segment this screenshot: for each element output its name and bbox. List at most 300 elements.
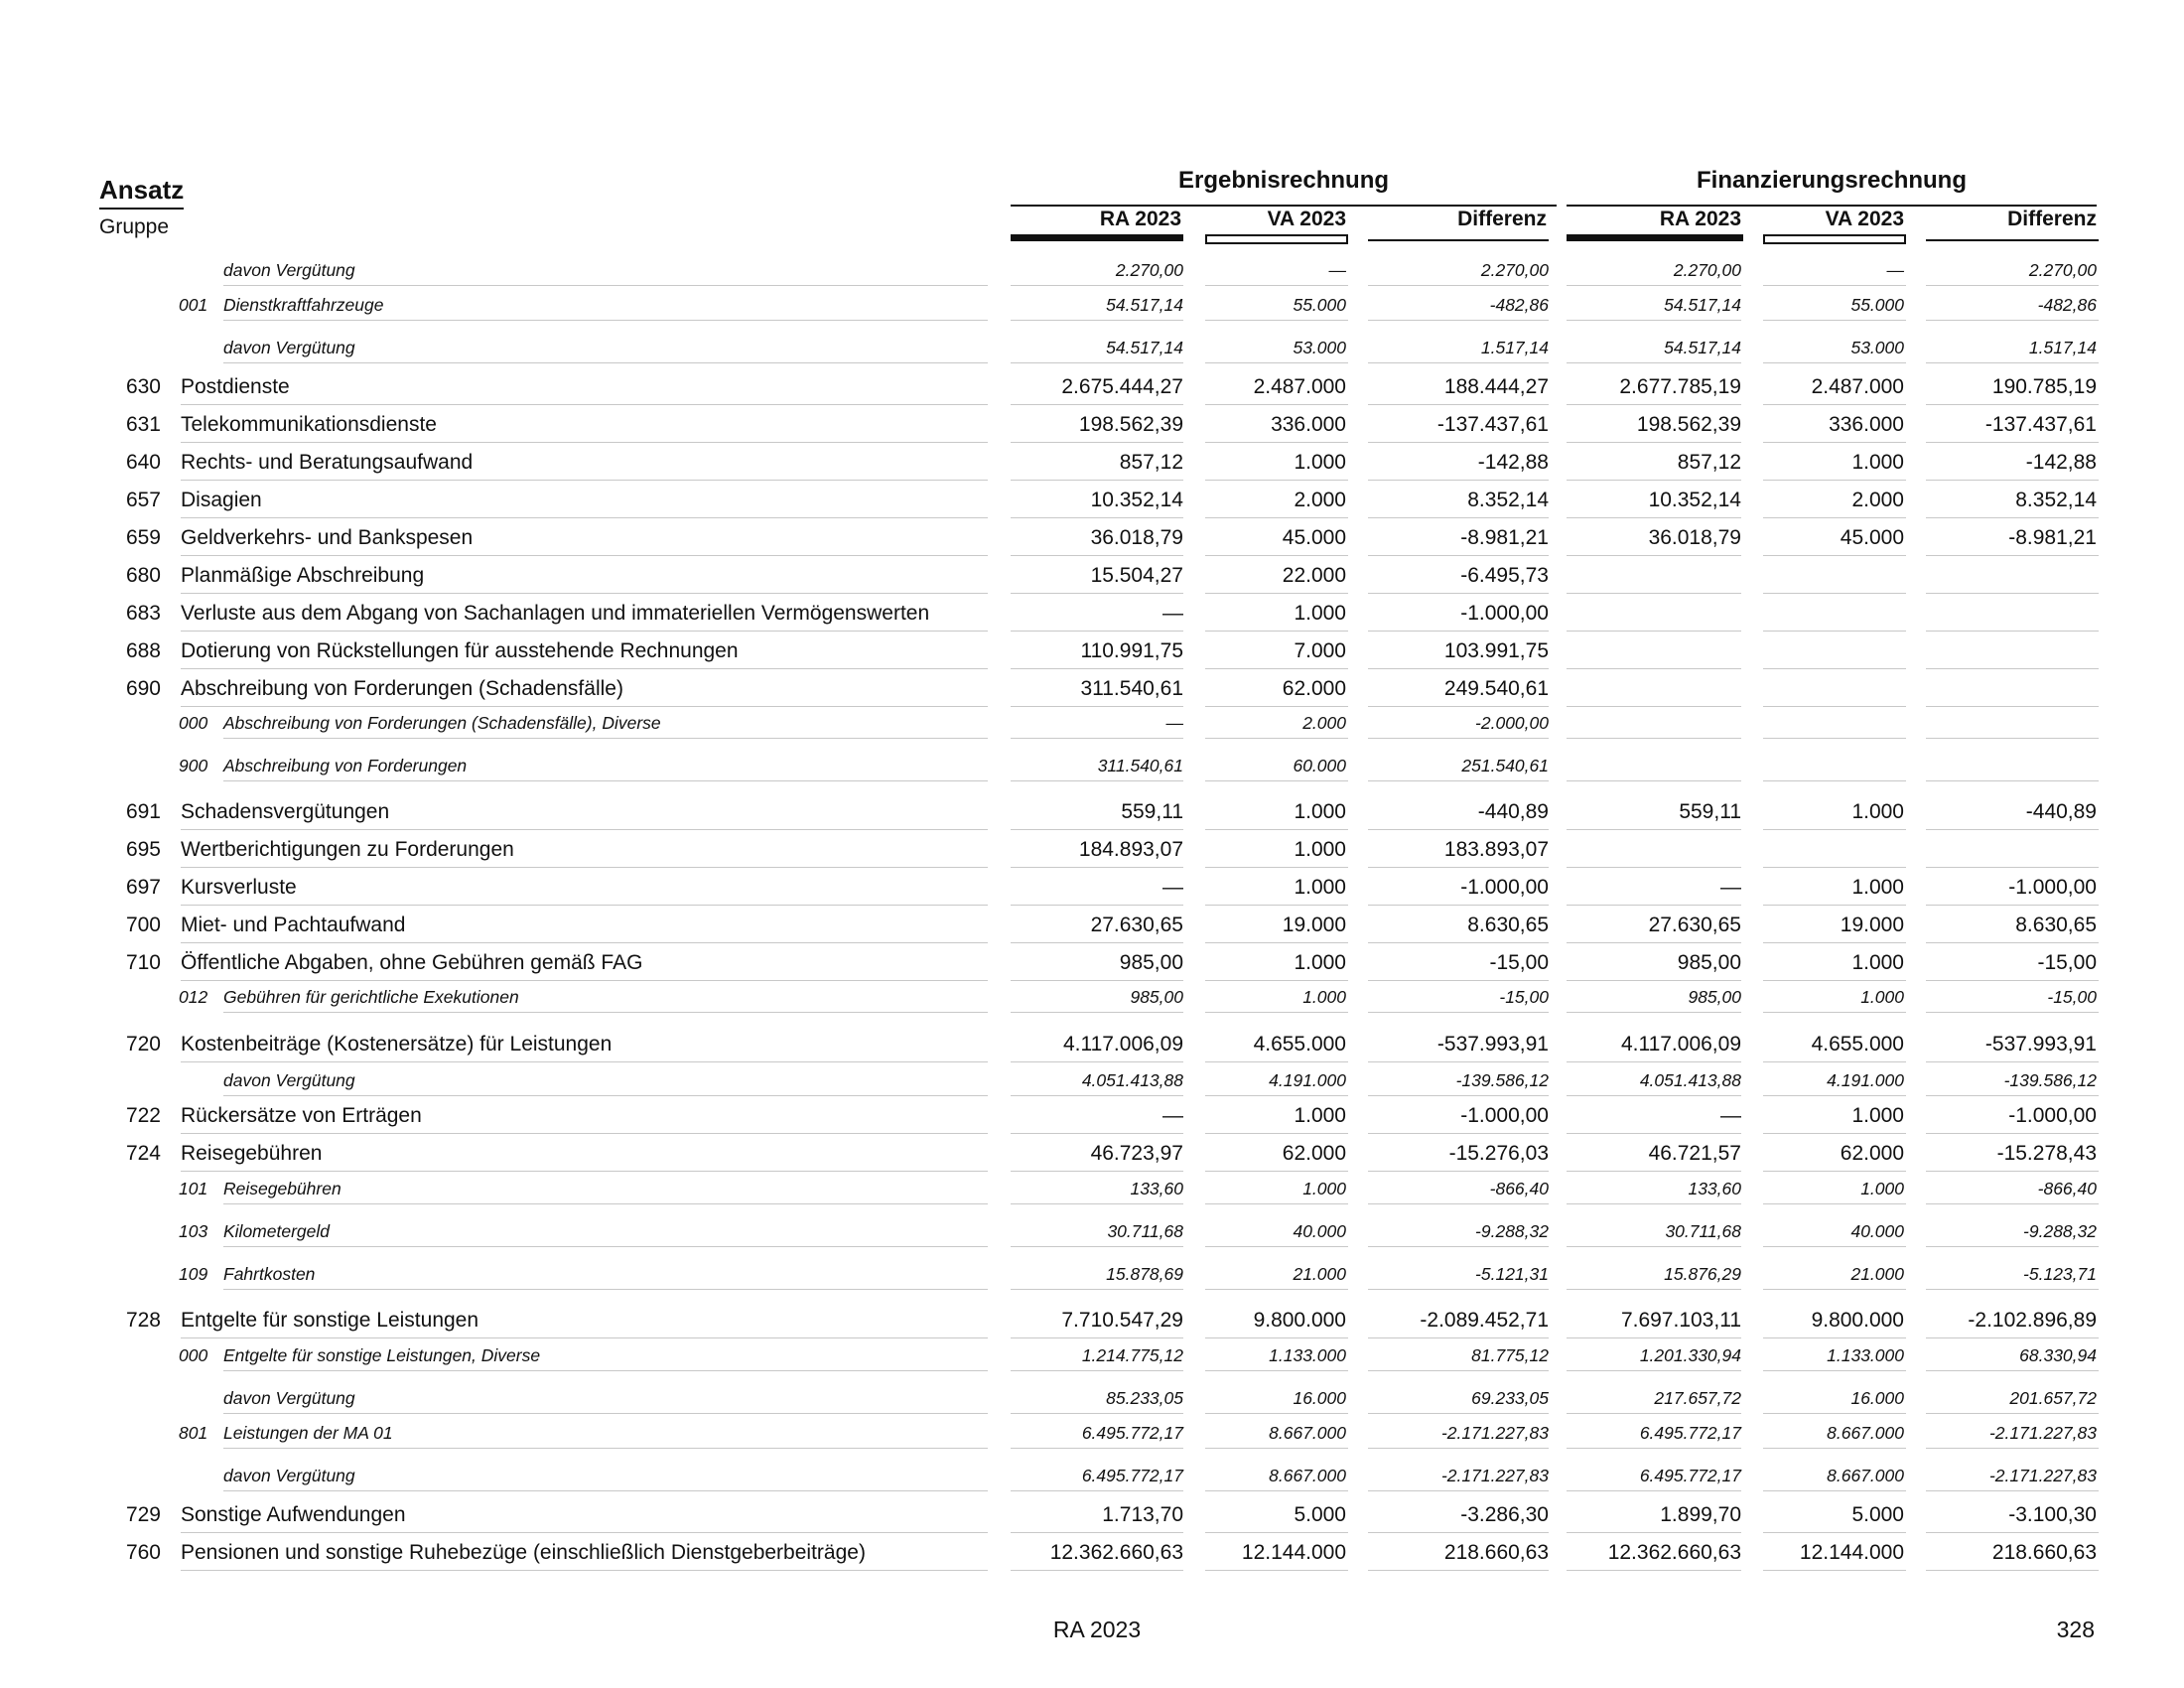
cell-rule	[1567, 517, 1741, 518]
cell-rule	[1926, 1413, 2099, 1414]
row-value: 81.775,12	[1471, 1345, 1549, 1365]
row-label: davon Vergütung	[223, 260, 355, 280]
cell-rule	[1567, 1490, 1741, 1491]
cell-rule	[1763, 404, 1906, 405]
cell-rule	[1763, 362, 1906, 363]
cell-rule	[1763, 942, 1906, 943]
row-label: Reisegebühren	[181, 1142, 323, 1165]
row-value: 311.540,61	[1097, 756, 1183, 775]
row-value: 8.630,65	[2015, 914, 2097, 936]
row-value: -440,89	[1477, 800, 1549, 823]
cell-rule	[1926, 1337, 2099, 1338]
row-label: Abschreibung von Forderungen (Schadensfälle), Diverse	[223, 713, 661, 733]
group-title-finanzierungsrechnung: Finanzierungsrechnung	[1696, 167, 1967, 194]
row-value: 133,60	[1130, 1179, 1183, 1198]
row-value: 22.000	[1282, 564, 1346, 587]
cell-rule	[1368, 593, 1549, 594]
row-value: —	[1720, 1104, 1741, 1127]
row-value: -440,89	[2025, 800, 2097, 823]
row-value: -2.171.227,83	[1440, 1466, 1549, 1485]
row-code: 103	[179, 1221, 208, 1241]
cell-rule	[1567, 1203, 1741, 1204]
row-value: 36.018,79	[1090, 526, 1183, 549]
row-label: Planmäßige Abschreibung	[181, 564, 425, 587]
cell-rule	[1926, 1570, 2099, 1571]
cell-rule	[1567, 404, 1741, 405]
page-number: 328	[2056, 1617, 2095, 1642]
col-bar-finanz-diff	[1926, 239, 2099, 241]
cell-rule	[1011, 442, 1183, 443]
row-value: —	[1162, 602, 1183, 625]
cell-rule	[1368, 1246, 1549, 1247]
row-label: Postdienste	[181, 375, 290, 398]
row-value: -1.000,00	[1460, 876, 1549, 899]
cell-rule	[1567, 320, 1741, 321]
cell-rule	[1011, 668, 1183, 669]
cell-rule	[1763, 1171, 1906, 1172]
row-value: 985,00	[1677, 951, 1741, 974]
row-value: 2.270,00	[2028, 260, 2097, 280]
row-value: -3.100,30	[2008, 1503, 2097, 1526]
row-value: -142,88	[2025, 451, 2097, 474]
row-value: 2.675.444,27	[1061, 375, 1183, 398]
row-value: -2.171.227,83	[1988, 1466, 2097, 1485]
cell-rule	[1368, 1095, 1549, 1096]
cell-rule	[1926, 320, 2099, 321]
cell-rule	[1763, 631, 1906, 632]
cell-rule	[1763, 1012, 1906, 1013]
row-rule	[223, 1413, 988, 1414]
row-value: 21.000	[1293, 1264, 1346, 1284]
row-value: 55.000	[1293, 295, 1346, 315]
col-head-ergebnis-diff: Differenz	[1457, 208, 1547, 230]
row-value: -5.123,71	[2023, 1264, 2097, 1284]
cell-rule	[1926, 285, 2099, 286]
cell-rule	[1205, 1337, 1348, 1338]
cell-rule	[1368, 517, 1549, 518]
cell-rule	[1011, 1171, 1183, 1172]
row-code: 690	[125, 677, 161, 700]
row-value: —	[1165, 713, 1183, 733]
row-value: 559,11	[1679, 800, 1741, 823]
cell-rule	[1567, 1246, 1741, 1247]
row-value: 336.000	[1829, 413, 1904, 436]
cell-rule	[1205, 1203, 1348, 1204]
row-value: 2.000	[1851, 489, 1904, 511]
row-value: 2.677.785,19	[1619, 375, 1741, 398]
cell-rule	[1205, 1095, 1348, 1096]
cell-rule	[1205, 555, 1348, 556]
row-value: -15,00	[1489, 951, 1549, 974]
cell-rule	[1368, 1370, 1549, 1371]
cell-rule	[1368, 1532, 1549, 1533]
cell-rule	[1926, 555, 2099, 556]
row-value: 1.133.000	[1827, 1345, 1904, 1365]
cell-rule	[1926, 593, 2099, 594]
cell-rule	[1368, 442, 1549, 443]
row-label: Rechts- und Beratungsaufwand	[181, 451, 474, 474]
row-value: -15.276,03	[1448, 1142, 1549, 1165]
cell-rule	[1926, 1246, 2099, 1247]
row-value: 6.495.772,17	[1081, 1423, 1183, 1443]
cell-rule	[1926, 1532, 2099, 1533]
cell-rule	[1205, 905, 1348, 906]
cell-rule	[1567, 480, 1741, 481]
cell-rule	[1567, 829, 1741, 830]
row-value: 857,12	[1677, 451, 1741, 474]
cell-rule	[1763, 1246, 1906, 1247]
row-value: —	[1162, 1104, 1183, 1127]
cell-rule	[1763, 480, 1906, 481]
row-code: 101	[179, 1179, 208, 1198]
cell-rule	[1368, 1413, 1549, 1414]
row-rule	[223, 362, 988, 363]
row-value: 1.214.775,12	[1081, 1345, 1183, 1365]
row-value: 54.517,14	[1664, 295, 1741, 315]
cell-rule	[1011, 480, 1183, 481]
row-value: 4.117.006,09	[1620, 1033, 1741, 1055]
cell-rule	[1205, 780, 1348, 781]
row-value: -2.102.896,89	[1968, 1309, 2097, 1332]
cell-rule	[1567, 780, 1741, 781]
row-value: -866,40	[1489, 1179, 1549, 1198]
row-value: 1.133.000	[1269, 1345, 1346, 1365]
cell-rule	[1763, 442, 1906, 443]
cell-rule	[1011, 1532, 1183, 1533]
row-value: 8.667.000	[1269, 1466, 1346, 1485]
row-value: -139.586,12	[2003, 1070, 2097, 1090]
cell-rule	[1205, 1413, 1348, 1414]
row-rule	[181, 706, 988, 707]
row-code: 697	[125, 876, 161, 899]
cell-rule	[1926, 780, 2099, 781]
cell-rule	[1205, 517, 1348, 518]
cell-rule	[1368, 829, 1549, 830]
row-value: 9.800.000	[1253, 1309, 1346, 1332]
row-value: 10.352,14	[1090, 489, 1183, 511]
row-value: 85.233,05	[1106, 1388, 1183, 1408]
cell-rule	[1926, 1490, 2099, 1491]
row-rule	[223, 1448, 988, 1449]
cell-rule	[1567, 1337, 1741, 1338]
row-value: —	[1328, 260, 1346, 280]
row-value: 6.495.772,17	[1639, 1423, 1741, 1443]
row-value: -2.171.227,83	[1988, 1423, 2097, 1443]
cell-rule	[1205, 631, 1348, 632]
cell-rule	[1926, 1133, 2099, 1134]
cell-rule	[1567, 555, 1741, 556]
cell-rule	[1368, 285, 1549, 286]
cell-rule	[1205, 1570, 1348, 1571]
row-value: 336.000	[1271, 413, 1346, 436]
ansatz-header: Ansatz	[99, 175, 184, 210]
cell-rule	[1368, 1012, 1549, 1013]
row-code: 710	[125, 951, 161, 974]
row-value: 1.000	[1294, 951, 1346, 974]
row-value: 46.721,57	[1648, 1142, 1741, 1165]
row-code: 000	[179, 713, 208, 733]
row-value: 6.495.772,17	[1081, 1466, 1183, 1485]
cell-rule	[1763, 980, 1906, 981]
row-label: Entgelte für sonstige Leistungen, Diverse	[223, 1345, 541, 1365]
row-value: 201.657,72	[2009, 1388, 2097, 1408]
row-rule	[181, 1532, 988, 1533]
cell-rule	[1205, 1370, 1348, 1371]
cell-rule	[1763, 1337, 1906, 1338]
row-code: 001	[179, 295, 208, 315]
cell-rule	[1368, 631, 1549, 632]
cell-rule	[1763, 1095, 1906, 1096]
row-rule	[181, 867, 988, 868]
cell-rule	[1368, 1133, 1549, 1134]
row-value: 559,11	[1121, 800, 1183, 823]
cell-rule	[1926, 829, 2099, 830]
cell-rule	[1567, 1370, 1741, 1371]
row-value: 60.000	[1293, 756, 1346, 775]
row-rule	[223, 1246, 988, 1247]
cell-rule	[1763, 1448, 1906, 1449]
cell-rule	[1011, 404, 1183, 405]
row-value: —	[1886, 260, 1904, 280]
row-value: 1.000	[1294, 876, 1346, 899]
row-value: -15,00	[2047, 987, 2097, 1007]
row-value: 183.893,07	[1443, 838, 1549, 861]
row-value: 46.723,97	[1090, 1142, 1183, 1165]
cell-rule	[1205, 867, 1348, 868]
cell-rule	[1926, 1012, 2099, 1013]
row-value: 4.117.006,09	[1062, 1033, 1183, 1055]
row-value: 1.000	[1860, 1179, 1904, 1198]
cell-rule	[1763, 285, 1906, 286]
cell-rule	[1368, 738, 1549, 739]
col-bar-ergebnis-diff	[1368, 239, 1549, 241]
cell-rule	[1926, 905, 2099, 906]
row-value: 68.330,94	[2019, 1345, 2097, 1365]
row-value: 7.710.547,29	[1061, 1309, 1183, 1332]
row-value: 8.667.000	[1827, 1423, 1904, 1443]
cell-rule	[1567, 1171, 1741, 1172]
cell-rule	[1567, 1133, 1741, 1134]
row-value: 4.655.000	[1253, 1033, 1346, 1055]
row-value: 12.144.000	[1241, 1541, 1346, 1564]
row-value: 8.630,65	[1467, 914, 1549, 936]
row-value: 218.660,63	[1991, 1541, 2097, 1564]
row-value: 5.000	[1851, 1503, 1904, 1526]
cell-rule	[1926, 631, 2099, 632]
row-code: 801	[179, 1423, 208, 1443]
cell-rule	[1368, 362, 1549, 363]
row-code: 728	[125, 1309, 161, 1332]
cell-rule	[1567, 1061, 1741, 1062]
cell-rule	[1368, 1490, 1549, 1491]
row-rule	[181, 905, 988, 906]
row-rule	[181, 1061, 988, 1062]
cell-rule	[1368, 980, 1549, 981]
row-label: Sonstige Aufwendungen	[181, 1503, 406, 1526]
cell-rule	[1011, 1012, 1183, 1013]
cell-rule	[1205, 1490, 1348, 1491]
cell-rule	[1763, 1570, 1906, 1571]
row-value: 15.878,69	[1106, 1264, 1183, 1284]
row-value: 55.000	[1850, 295, 1904, 315]
cell-rule	[1011, 1370, 1183, 1371]
row-value: 2.000	[1294, 489, 1346, 511]
cell-rule	[1926, 942, 2099, 943]
row-label: davon Vergütung	[223, 1388, 355, 1408]
row-label: Abschreibung von Forderungen	[223, 756, 468, 775]
row-value: 62.000	[1840, 1142, 1904, 1165]
row-value: 5.000	[1294, 1503, 1346, 1526]
col-head-finanz-ra: RA 2023	[1659, 208, 1741, 230]
cell-rule	[1926, 1370, 2099, 1371]
row-rule	[223, 1203, 988, 1204]
cell-rule	[1763, 905, 1906, 906]
row-label: Kursverluste	[181, 876, 297, 899]
cell-rule	[1567, 1413, 1741, 1414]
row-value: 2.487.000	[1811, 375, 1904, 398]
cell-rule	[1205, 1246, 1348, 1247]
row-value: 45.000	[1282, 526, 1346, 549]
cell-rule	[1011, 631, 1183, 632]
row-value: 133,60	[1688, 1179, 1741, 1198]
cell-rule	[1011, 780, 1183, 781]
row-code: 700	[125, 914, 161, 936]
row-value: 27.630,65	[1648, 914, 1741, 936]
row-value: 1.000	[1294, 800, 1346, 823]
row-code: 691	[125, 800, 161, 823]
row-rule	[181, 593, 988, 594]
row-value: 30.711,68	[1665, 1221, 1741, 1241]
row-value: 1.000	[1294, 451, 1346, 474]
row-value: 12.362.660,63	[1049, 1541, 1183, 1564]
row-label: davon Vergütung	[223, 338, 355, 357]
row-value: 2.270,00	[1115, 260, 1183, 280]
row-value: 12.144.000	[1799, 1541, 1904, 1564]
row-code: 640	[125, 451, 161, 474]
row-value: 218.660,63	[1443, 1541, 1549, 1564]
row-value: 1.000	[1851, 951, 1904, 974]
row-code: 683	[125, 602, 161, 625]
cell-rule	[1368, 555, 1549, 556]
cell-rule	[1011, 867, 1183, 868]
row-value: 198.562,39	[1078, 413, 1183, 436]
cell-rule	[1368, 320, 1549, 321]
cell-rule	[1763, 555, 1906, 556]
cell-rule	[1567, 362, 1741, 363]
row-rule	[223, 1490, 988, 1491]
cell-rule	[1205, 980, 1348, 981]
row-value: -2.000,00	[1475, 713, 1549, 733]
row-value: 1.000	[1302, 987, 1346, 1007]
cell-rule	[1763, 1413, 1906, 1414]
cell-rule	[1926, 1061, 2099, 1062]
cell-rule	[1205, 1289, 1348, 1290]
row-value: -482,86	[2037, 295, 2097, 315]
row-code: 900	[179, 756, 208, 775]
cell-rule	[1567, 980, 1741, 981]
row-label: Leistungen der MA 01	[223, 1423, 393, 1443]
row-value: 4.191.000	[1269, 1070, 1346, 1090]
row-code: 724	[125, 1142, 161, 1165]
row-value: 1.000	[1851, 876, 1904, 899]
cell-rule	[1011, 320, 1183, 321]
row-value: 12.362.660,63	[1607, 1541, 1741, 1564]
row-value: 1.000	[1294, 838, 1346, 861]
col-bar-finanz-ra	[1567, 234, 1743, 241]
row-value: 16.000	[1850, 1388, 1904, 1408]
cell-rule	[1926, 362, 2099, 363]
row-rule	[181, 631, 988, 632]
row-value: 54.517,14	[1106, 338, 1183, 357]
row-value: -1.000,00	[1460, 1104, 1549, 1127]
row-value: -9.288,32	[2023, 1221, 2097, 1241]
row-rule	[181, 1133, 988, 1134]
row-value: 8.667.000	[1827, 1466, 1904, 1485]
row-rule	[223, 285, 988, 286]
col-head-finanz-va: VA 2023	[1825, 208, 1904, 230]
cell-rule	[1205, 442, 1348, 443]
row-value: 2.000	[1302, 713, 1346, 733]
row-value: 4.051.413,88	[1081, 1070, 1183, 1090]
row-value: 15.504,27	[1090, 564, 1183, 587]
row-rule	[223, 320, 988, 321]
row-value: 1.517,14	[2028, 338, 2097, 357]
row-rule	[181, 668, 988, 669]
cell-rule	[1926, 1203, 2099, 1204]
cell-rule	[1926, 1095, 2099, 1096]
row-value: 103.991,75	[1443, 639, 1549, 662]
row-code: 680	[125, 564, 161, 587]
row-value: -137.437,61	[1984, 413, 2097, 436]
cell-rule	[1926, 517, 2099, 518]
row-value: 2.270,00	[1673, 260, 1741, 280]
cell-rule	[1763, 1289, 1906, 1290]
row-label: Schadensvergütungen	[181, 800, 390, 823]
row-rule	[181, 942, 988, 943]
col-bar-ergebnis-ra	[1011, 234, 1183, 241]
row-rule	[181, 1570, 988, 1571]
row-value: 1.899,70	[1660, 1503, 1741, 1526]
row-value: 2.270,00	[1480, 260, 1549, 280]
row-code: 729	[125, 1503, 161, 1526]
row-value: 8.667.000	[1269, 1423, 1346, 1443]
cell-rule	[1926, 1448, 2099, 1449]
row-value: 19.000	[1840, 914, 1904, 936]
cell-rule	[1011, 517, 1183, 518]
row-value: 1.000	[1851, 1104, 1904, 1127]
cell-rule	[1567, 1532, 1741, 1533]
cell-rule	[1763, 320, 1906, 321]
row-value: 62.000	[1282, 677, 1346, 700]
row-label: Pensionen und sonstige Ruhebezüge (einschließlich Dienstgeberbeiträge)	[181, 1541, 866, 1564]
row-value: -2.089.452,71	[1420, 1309, 1549, 1332]
row-value: -15,00	[1499, 987, 1549, 1007]
row-value: 7.697.103,11	[1620, 1309, 1741, 1332]
row-value: 53.000	[1293, 338, 1346, 357]
row-value: 36.018,79	[1648, 526, 1741, 549]
cell-rule	[1011, 1246, 1183, 1247]
row-value: 2.487.000	[1253, 375, 1346, 398]
cell-rule	[1368, 942, 1549, 943]
cell-rule	[1011, 1413, 1183, 1414]
cell-rule	[1567, 442, 1741, 443]
cell-rule	[1011, 1448, 1183, 1449]
cell-rule	[1368, 1061, 1549, 1062]
cell-rule	[1567, 593, 1741, 594]
cell-rule	[1205, 1061, 1348, 1062]
row-value: 30.711,68	[1107, 1221, 1183, 1241]
col-head-ergebnis-va: VA 2023	[1267, 208, 1346, 230]
